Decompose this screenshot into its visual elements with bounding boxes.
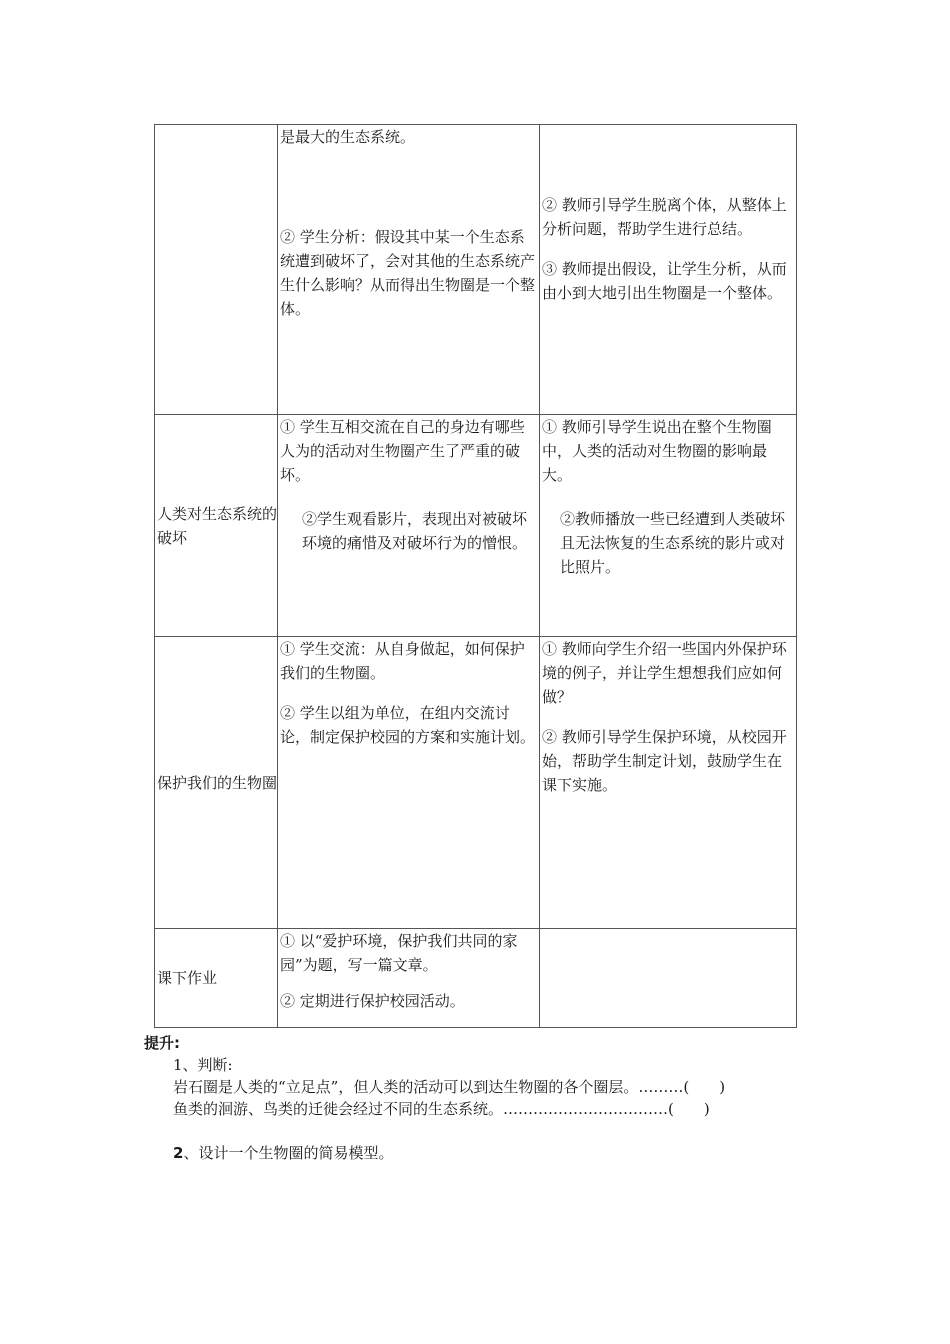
student-activity-text: ②学生观看影片，表现出对被破坏环境的痛惜及对破坏行为的憎恨。: [302, 510, 528, 552]
student-activity-text: ① 学生互相交流在自己的身边有哪些人为的活动对生物圈产生了严重的破坏。: [280, 418, 525, 484]
topic-label: 人类对生态系统的破坏: [157, 504, 278, 547]
student-activity-text: ② 学生分析：假设其中某一个生态系统遭到破坏了，会对其他的生态系统产生什么影响？从而得出生物圈是一个整体。: [280, 228, 536, 318]
table-row: [155, 929, 797, 1028]
teacher-activity-text: ① 教师引导学生说出在整个生物圈中，人类的活动对生物圈的影响最大。: [542, 418, 772, 484]
teacher-activity-cell: [540, 415, 797, 637]
teacher-activity-cell: [540, 929, 797, 1028]
question-1-item: 岩石圈是人类的“立足点”，但人类的活动可以到达生物圈的各个圈层。………( ): [173, 1078, 726, 1096]
extension-heading: 提升:: [144, 1034, 180, 1052]
student-activity-text: ② 定期进行保护校园活动。: [280, 992, 465, 1010]
topic-cell: [155, 929, 278, 1028]
student-activity-text: 是最大的生态系统。: [280, 128, 416, 146]
table-row: [155, 125, 797, 415]
teacher-activity-cell: [540, 125, 797, 415]
student-activity-text: ① 学生交流：从自身做起，如何保护我们的生物圈。: [280, 640, 525, 682]
question-1-title: 1、判断:: [173, 1056, 233, 1074]
topic-cell: [155, 125, 278, 415]
topic-cell: [155, 637, 278, 929]
teacher-activity-cell: [540, 637, 797, 929]
teacher-activity-text: ② 教师引导学生脱离个体，从整体上分析问题，帮助学生进行总结。: [542, 196, 787, 238]
student-activity-cell: [278, 415, 540, 637]
question-1-item: 鱼类的洄游、鸟类的迁徙会经过不同的生态系统。……………………………( ): [173, 1100, 710, 1118]
student-activity-text: ① 以“爱护环境，保护我们共同的家园”为题，写一篇文章。: [280, 932, 518, 974]
extension-section: [144, 1032, 824, 1164]
student-activity-text: ② 学生以组为单位，在组内交流讨论，制定保护校园的方案和实施计划。: [280, 704, 536, 746]
topic-label: 课下作业: [157, 969, 218, 987]
student-activity-cell: [278, 125, 540, 415]
topic-cell: [155, 415, 278, 637]
question-2-number: 2: [173, 1144, 184, 1162]
lesson-table: [154, 124, 797, 1028]
teacher-activity-text: ② 教师引导学生保护环境，从校园开始，帮助学生制定计划，鼓励学生在课下实施。: [542, 728, 787, 794]
teacher-activity-text: ②教师播放一些已经遭到人类破坏且无法恢复的生态系统的影片或对比照片。: [560, 510, 786, 576]
teacher-activity-text: ① 教师向学生介绍一些国内外保护环境的例子，并让学生想想我们应如何做？: [542, 640, 787, 706]
question-2-text: 、设计一个生物圈的简易模型。: [183, 1144, 394, 1162]
student-activity-cell: [278, 929, 540, 1028]
table-row: [155, 415, 797, 637]
table-row: [155, 637, 797, 929]
topic-label: 保护我们的生物圈: [157, 773, 278, 792]
teacher-activity-text: ③ 教师提出假设，让学生分析，从而由小到大地引出生物圈是一个整体。: [542, 260, 787, 302]
student-activity-cell: [278, 637, 540, 929]
question-2: [144, 1142, 824, 1164]
